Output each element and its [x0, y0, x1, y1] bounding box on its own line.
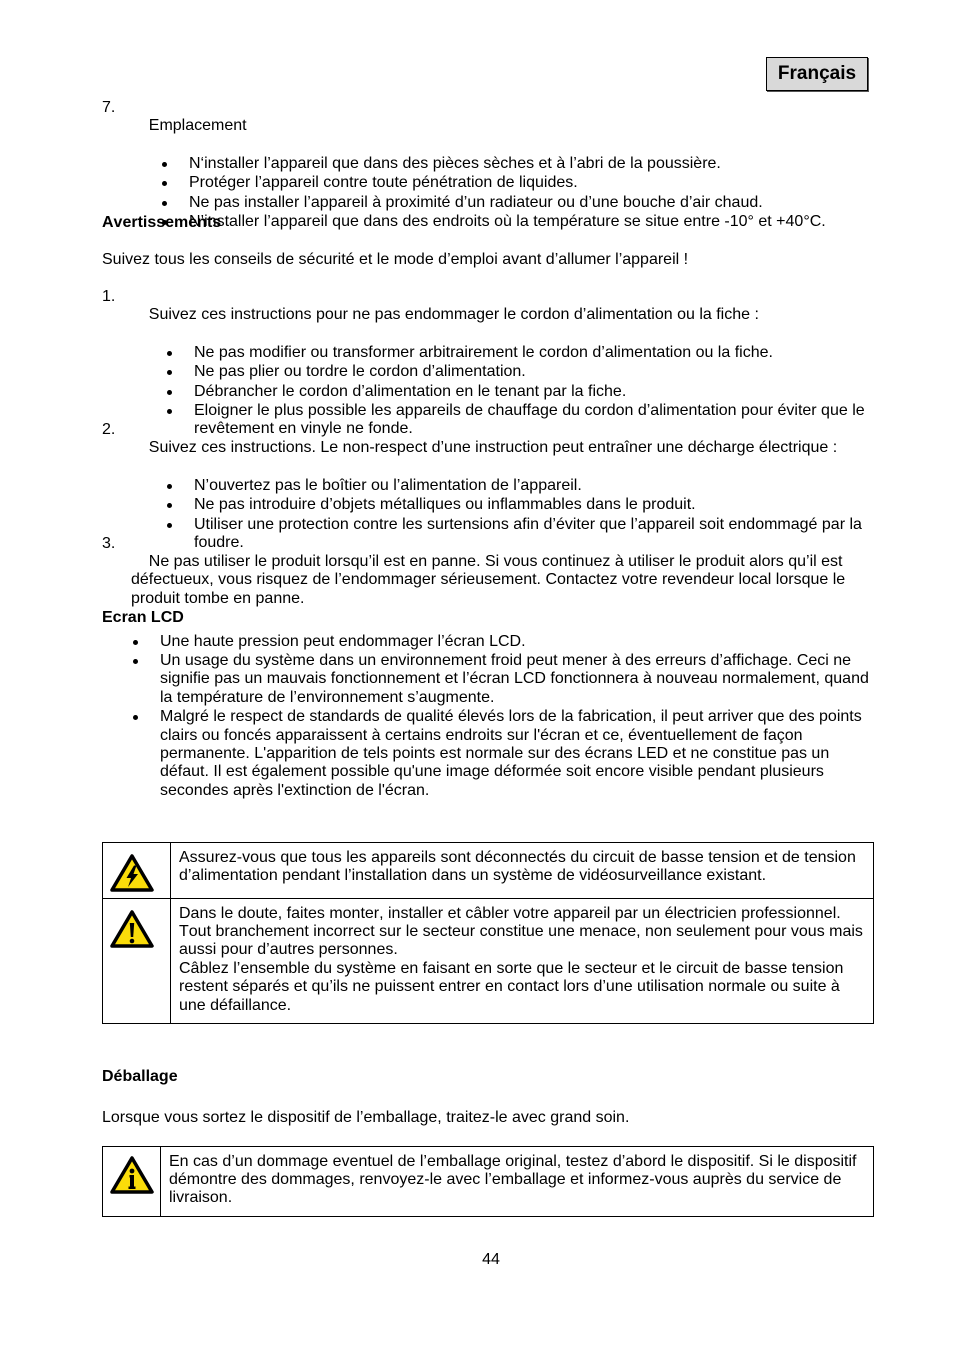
list-item-text: Un usage du système dans un environnement froid peut mener à des erreurs d’affichage. Ceci ne signifie pas un mauvais fonctionnement et l’écran LCD fonctionnera à nouveau normalement, quand la température de l’environnement s’augmente. [160, 651, 869, 706]
item-number: 3. [102, 534, 116, 552]
list-item [194, 363, 902, 381]
note-text: Dans le doute, faites monter, installer et câbler votre appareil par un électricien professionnel. Tout branchement incorrect sur le secteur constitue une menace, non seulement pour vous mais aussi pour d’autres personnes. Câblez l’ensemble du système en faisant en sorte que le secteur et le circuit de basse tension restent séparés et qu’ils ne puissent entrer en contact lors d’une utilisation normale ou suite à une défaillance. [179, 904, 863, 1014]
table-row [103, 1147, 873, 1216]
bullet [162, 201, 167, 206]
bullet [133, 640, 138, 645]
page-number: 44 [482, 1250, 500, 1268]
section-heading-ecran-lcd: Ecran LCD [102, 608, 184, 626]
table-row [103, 843, 873, 899]
icon-cell [103, 843, 171, 898]
list-item-text: Eloigner le plus possible les appareils de chauffage du cordon d’alimentation pour éviter que le revêtement en vinyle ne fonde. [194, 401, 865, 438]
list-item-text: Utiliser une protection contre les surtensions afin d’éviter que l’appareil soit endommagé par la foudre. [194, 515, 862, 551]
item-text: Suivez ces instructions. Le non-respect d’une instruction peut entraîner une décharge électrique : [148, 438, 838, 456]
list-item [160, 708, 902, 800]
list-item [194, 477, 902, 495]
bullet [133, 659, 138, 664]
list-item-text: N’ouvertez pas le boîtier ou l’alimentation de l’appareil. [194, 476, 582, 494]
table-row [103, 899, 873, 1023]
bullet [167, 390, 172, 395]
bullet [133, 715, 138, 720]
bullet [167, 409, 172, 414]
list-item [160, 633, 902, 651]
warning-item-2 [102, 421, 902, 554]
high-voltage-warning-icon [110, 854, 154, 892]
bullet [167, 351, 172, 356]
list-item-text: N’installer l’appareil que dans des endroits où la température se situe entre -10° et +40°C. [189, 212, 826, 230]
item-number: 7. [102, 98, 116, 116]
list-item-text: Ne pas modifier ou transformer arbitrairement le cordon d’alimentation ou la fiche. [194, 343, 773, 361]
bullet [167, 484, 172, 489]
icon-cell [103, 899, 171, 1023]
bullet [162, 162, 167, 167]
bullet [162, 181, 167, 186]
list-item-text: Malgré le respect de standards de qualité élevés lors de la fabrication, il peut arriver que des points clairs ou foncés apparaissent à certains endroits sur l'écran et ce, éventuellement de façon permanente. L'apparition de tels points est normale sur des écrans LED et ne constitue pas un défaut. Il est également possible qu'une image déformée soit encore visible pendant plusieurs secondes après l'extinction de l'écran. [160, 708, 862, 799]
numbered-paragraph [102, 288, 902, 343]
info-icon [110, 1156, 154, 1194]
language-badge: Français [766, 57, 868, 91]
item-text: Ne pas utiliser le produit lorsqu’il est en panne. Si vous continuez à utiliser le produit alors qu’il est défectueux, vous risquez de l’endommager sérieusement. Contactez votre revendeur local lorsque le produit tombe en panne. [131, 552, 846, 607]
icon-cell [103, 1147, 161, 1216]
avertissements-intro: Suivez tous les conseils de sécurité et le mode d’emploi avant d’allumer l’appareil ! [102, 250, 689, 268]
section-emplacement [102, 99, 902, 233]
safety-notes-table [102, 842, 874, 1024]
item-text: Suivez ces instructions pour ne pas endommager le cordon d’alimentation ou la fiche : [148, 305, 759, 323]
warning-icon [110, 910, 154, 948]
list-item-text: Protéger l’appareil contre toute pénétration de liquides. [189, 174, 578, 192]
section-heading-avertissements: Avertissements [102, 213, 222, 231]
item-title: Emplacement [148, 116, 247, 134]
note-text: Assurez-vous que tous les appareils sont déconnectés du circuit de basse tension et de tension d’alimentation pendant l’installation dans un système de vidéosurveillance existant. [179, 848, 856, 884]
bullet [167, 503, 172, 508]
list-item [189, 174, 902, 192]
item-number: 1. [102, 287, 116, 305]
item-number: 2. [102, 420, 116, 438]
list-item-text: Ne pas plier ou tordre le cordon d’alimentation. [194, 363, 526, 381]
list-item-text: Ne pas installer l’appareil à proximité d’un radiateur ou d’une bouche d’air chaud. [189, 193, 763, 211]
list-item [194, 344, 902, 362]
info-note-table [102, 1146, 874, 1217]
bullet [167, 370, 172, 375]
list-item [160, 652, 902, 707]
list-item [194, 496, 902, 514]
list-item-text: Une haute pression peut endommager l’écran LCD. [160, 632, 526, 650]
list-item-text: N‘installer l’appareil que dans des pièces sèches et à l’abri de la poussière. [189, 154, 721, 172]
list-item [189, 194, 902, 212]
list-item [189, 155, 902, 173]
bullet-list [102, 633, 902, 801]
deballage-intro: Lorsque vous sortez le dispositif de l’emballage, traitez-le avec grand soin. [102, 1108, 630, 1126]
bullet [167, 523, 172, 528]
warning-item-1 [102, 288, 902, 440]
list-item-text: Débrancher le cordon d’alimentation en le tenant par la fiche. [194, 382, 627, 400]
numbered-heading [102, 99, 902, 154]
section-ecran-lcd [102, 633, 902, 802]
list-item [194, 383, 902, 401]
numbered-paragraph [102, 421, 902, 476]
note-text: En cas d’un dommage eventuel de l’emballage original, testez d’abord le dispositif. Si le dispositif démontre des dommages, renvoyez-le avec l’emballage et informez-vous auprès du service de livraison. [169, 1152, 857, 1207]
list-item-text: Ne pas introduire d’objets métalliques ou inflammables dans le produit. [194, 496, 696, 514]
section-heading-deballage: Déballage [102, 1067, 178, 1085]
